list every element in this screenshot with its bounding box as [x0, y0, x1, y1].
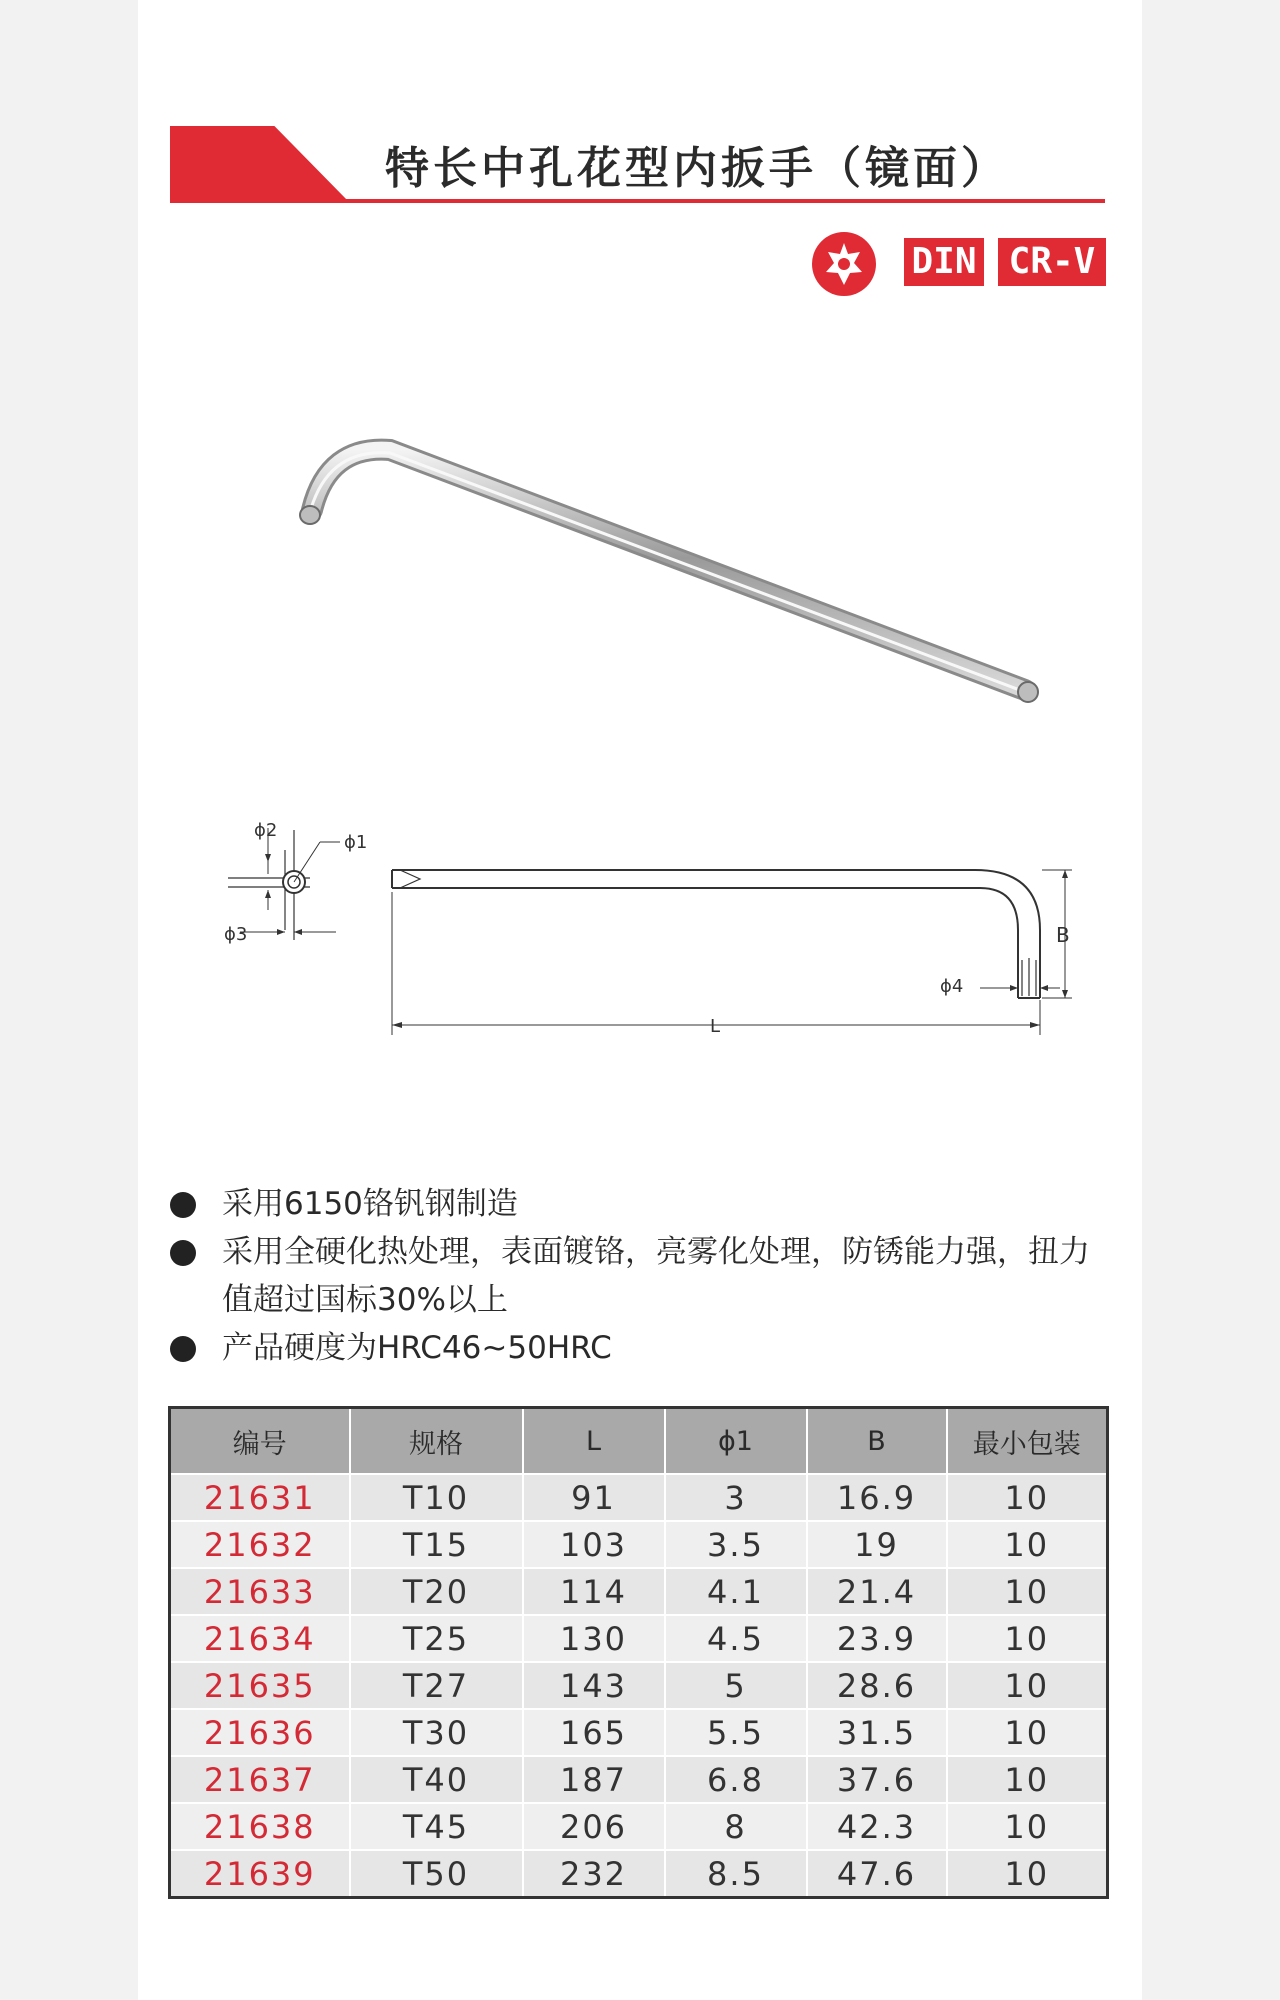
- torx-icon: [812, 232, 876, 296]
- cell-min-pack: 10: [947, 1756, 1108, 1803]
- cell-spec: T20: [350, 1568, 523, 1615]
- cell-spec: T27: [350, 1662, 523, 1709]
- cell-min-pack: 10: [947, 1803, 1108, 1850]
- cell-phi1: 4.1: [665, 1568, 807, 1615]
- table-row: [170, 1709, 1108, 1756]
- cell-code: 21638: [170, 1803, 350, 1850]
- cell-l: 143: [523, 1662, 665, 1709]
- label-phi4: ϕ4: [940, 976, 964, 997]
- cell-spec: T25: [350, 1615, 523, 1662]
- cell-min-pack: 10: [947, 1521, 1108, 1568]
- label-phi2: ϕ2: [254, 820, 278, 841]
- cell-phi1: 5: [665, 1662, 807, 1709]
- cell-spec: T45: [350, 1803, 523, 1850]
- cell-min-pack: 10: [947, 1615, 1108, 1662]
- label-phi1: ϕ1: [344, 832, 368, 853]
- cell-l: 114: [523, 1568, 665, 1615]
- cell-spec: T50: [350, 1850, 523, 1898]
- cell-phi1: 8: [665, 1803, 807, 1850]
- table-body: [170, 1474, 1108, 1898]
- cell-min-pack: 10: [947, 1662, 1108, 1709]
- cell-code: 21636: [170, 1709, 350, 1756]
- table-row: [170, 1803, 1108, 1850]
- feature-item: 采用6150铬钒钢制造: [170, 1180, 1110, 1228]
- cell-spec: T40: [350, 1756, 523, 1803]
- label-l: L: [710, 1016, 721, 1037]
- table-row: [170, 1568, 1108, 1615]
- page-title: 特长中孔花型内扳手（镜面）: [385, 143, 1009, 194]
- cell-b: 31.5: [807, 1709, 947, 1756]
- bullet-icon: [170, 1336, 196, 1362]
- feature-item: 采用全硬化热处理，表面镀铬，亮雾化处理，防锈能力强，扭力值超过国标30%以上: [170, 1228, 1110, 1324]
- cell-l: 130: [523, 1615, 665, 1662]
- col-header-spec: 规格: [350, 1408, 523, 1475]
- cell-min-pack: 10: [947, 1709, 1108, 1756]
- cell-b: 23.9: [807, 1615, 947, 1662]
- table-row: [170, 1756, 1108, 1803]
- technical-drawing: [210, 800, 1090, 1060]
- bullet-icon: [170, 1192, 196, 1218]
- cell-l: 165: [523, 1709, 665, 1756]
- cell-spec: T15: [350, 1521, 523, 1568]
- cell-b: 28.6: [807, 1662, 947, 1709]
- cell-b: 47.6: [807, 1850, 947, 1898]
- cell-code: 21637: [170, 1756, 350, 1803]
- cell-l: 103: [523, 1521, 665, 1568]
- cell-spec: T10: [350, 1474, 523, 1521]
- spec-table: [168, 1406, 1109, 1899]
- cell-min-pack: 10: [947, 1474, 1108, 1521]
- cell-b: 37.6: [807, 1756, 947, 1803]
- col-header-code: 编号: [170, 1408, 350, 1475]
- cell-spec: T30: [350, 1709, 523, 1756]
- feature-item: 产品硬度为HRC46~50HRC: [170, 1324, 1110, 1372]
- table-header-row: [170, 1408, 1108, 1475]
- cell-b: 16.9: [807, 1474, 947, 1521]
- table-row: [170, 1662, 1108, 1709]
- cell-phi1: 6.8: [665, 1756, 807, 1803]
- col-header-phi1: ϕ1: [665, 1408, 807, 1475]
- cell-code: 21634: [170, 1615, 350, 1662]
- table-row: [170, 1521, 1108, 1568]
- table-row: [170, 1850, 1108, 1898]
- crv-badge: CR-V: [998, 238, 1106, 286]
- col-header-l: L: [523, 1408, 665, 1475]
- header-rule: [170, 199, 1105, 203]
- cell-l: 91: [523, 1474, 665, 1521]
- table-row: [170, 1615, 1108, 1662]
- product-photo: [280, 420, 1060, 720]
- label-b: B: [1056, 923, 1070, 947]
- cell-phi1: 3: [665, 1474, 807, 1521]
- cell-phi1: 3.5: [665, 1521, 807, 1568]
- cell-l: 206: [523, 1803, 665, 1850]
- cell-b: 42.3: [807, 1803, 947, 1850]
- cell-phi1: 8.5: [665, 1850, 807, 1898]
- table-row: [170, 1474, 1108, 1521]
- cell-b: 19: [807, 1521, 947, 1568]
- cell-code: 21632: [170, 1521, 350, 1568]
- col-header-min-pack: 最小包装: [947, 1408, 1108, 1475]
- label-phi3: ϕ3: [224, 924, 248, 945]
- feature-list: [170, 1180, 1110, 1372]
- cell-l: 232: [523, 1850, 665, 1898]
- cell-l: 187: [523, 1756, 665, 1803]
- cell-phi1: 4.5: [665, 1615, 807, 1662]
- cell-code: 21639: [170, 1850, 350, 1898]
- cell-min-pack: 10: [947, 1850, 1108, 1898]
- din-badge: DIN: [904, 238, 984, 286]
- cell-code: 21631: [170, 1474, 350, 1521]
- bullet-icon: [170, 1240, 196, 1266]
- col-header-b: B: [807, 1408, 947, 1475]
- cell-phi1: 5.5: [665, 1709, 807, 1756]
- cell-code: 21635: [170, 1662, 350, 1709]
- cell-code: 21633: [170, 1568, 350, 1615]
- cell-min-pack: 10: [947, 1568, 1108, 1615]
- cell-b: 21.4: [807, 1568, 947, 1615]
